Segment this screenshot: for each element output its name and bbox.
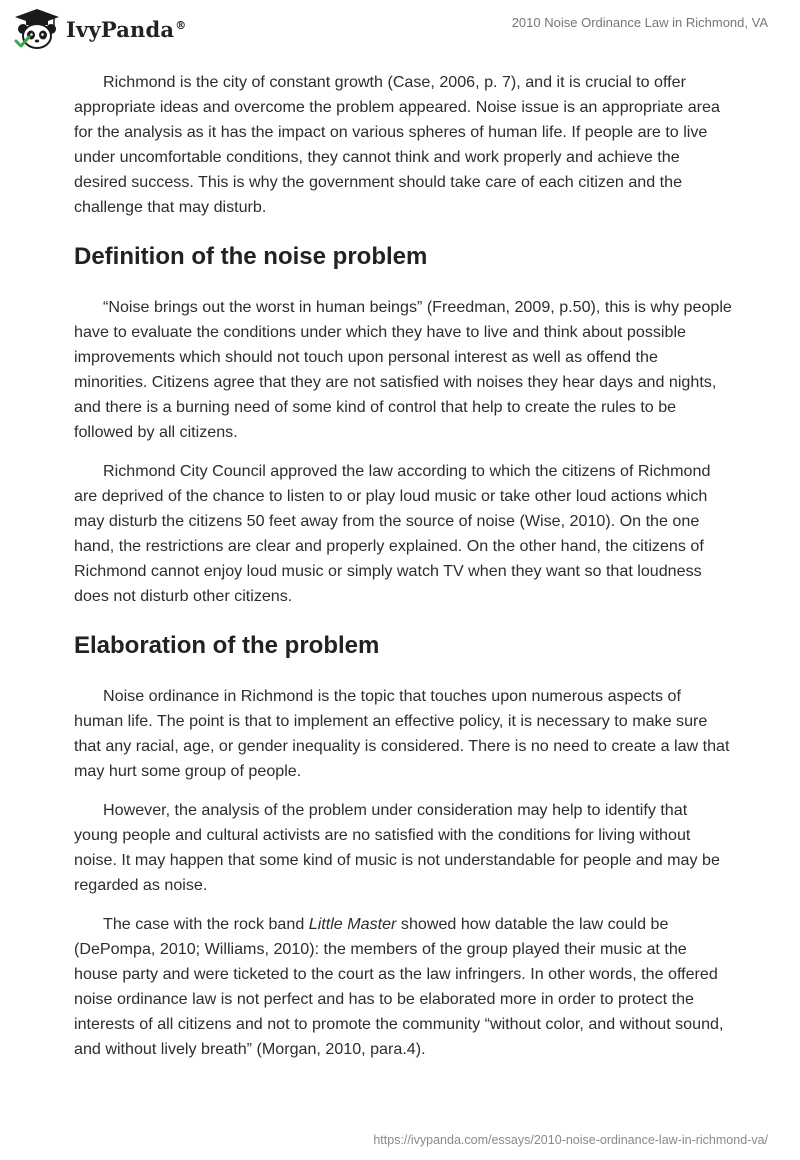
heading-definition: Definition of the noise problem [74, 243, 428, 270]
brand-logo[interactable] [14, 8, 186, 50]
panda-graduate-icon [14, 8, 60, 50]
band-name-italic: Little Master [308, 915, 397, 933]
paragraph-intro: Richmond is the city of constant growth (Case, 2006, p. 7), and it is crucial to offer appropriate ideas and overcome the problem appeared. Noise issue is an appropriate area for the analysis as it has the impact on various spheres of human life. If people are to live under uncomfortable conditions, they cannot think and work properly and achieve the desired success. This is why the government should take care of each citizen and the challenge that may disturb. [74, 73, 720, 216]
document-title: 2010 Noise Ordinance Law in Richmond, VA [511, 15, 768, 30]
essay-body [74, 70, 734, 1076]
paragraph-definition-quote: “Noise brings out the worst in human beings” (Freedman, 2009, p.50), this is why people have to evaluate the conditions under which they have to live and think about possible improvements which should not touch upon personal interest as well as offend the minorities. Citizens agree that they are not satisfied with noises they hear days and nights, and there is a burning need of some kind of control that help to create the rules to be followed by all citizens. [74, 298, 732, 441]
paragraph-rock-band-case [74, 912, 734, 1062]
brand-name: IvyPanda® [66, 16, 187, 42]
paragraph-analysis: However, the analysis of the problem under consideration may help to identify that young people and cultural activists are no satisfied with the conditions for living without noise. It may happen that some kind of music is not understandable for people and may be regarded as noise. [74, 801, 720, 894]
page-header [0, 0, 800, 60]
heading-elaboration: Elaboration of the problem [74, 632, 380, 659]
paragraph-city-council: Richmond City Council approved the law according to which the citizens of Richmond are deprived of the chance to listen to or play loud music or take other loud actions which may disturb the citizens 50 feet away from the source of noise (Wise, 2010). On the one hand, the restrictions are clear and properly explained. On the other hand, the citizens of Richmond cannot enjoy loud music or simply watch TV when they want so that loudness does not disturb other citizens. [74, 462, 711, 605]
paragraph-ordinance-aspects: Noise ordinance in Richmond is the topic that touches upon numerous aspects of human life. The point is that to implement an effective policy, it is necessary to make sure that any racial, age, or gender inequality is considered. There is no need to create a law that may hurt some group of people. [74, 687, 730, 780]
source-url[interactable]: https://ivypanda.com/essays/2010-noise-ordinance-law-in-richmond-va/ [373, 1133, 768, 1147]
rock-band-text-before: The case with the rock band [103, 915, 309, 933]
rock-band-text-after: showed how datable the law could be (DePompa, 2010; Williams, 2010): the members of the group played their music at the house party and were ticketed to the court as the law infringers. In other words, the offered noise ordinance law is not perfect and has to be elaborated more in order to protect the interests of all citizens and not to promote the community “without color, and without sound, and without lively breath” (Morgan, 2010, para.4). [74, 915, 724, 1058]
